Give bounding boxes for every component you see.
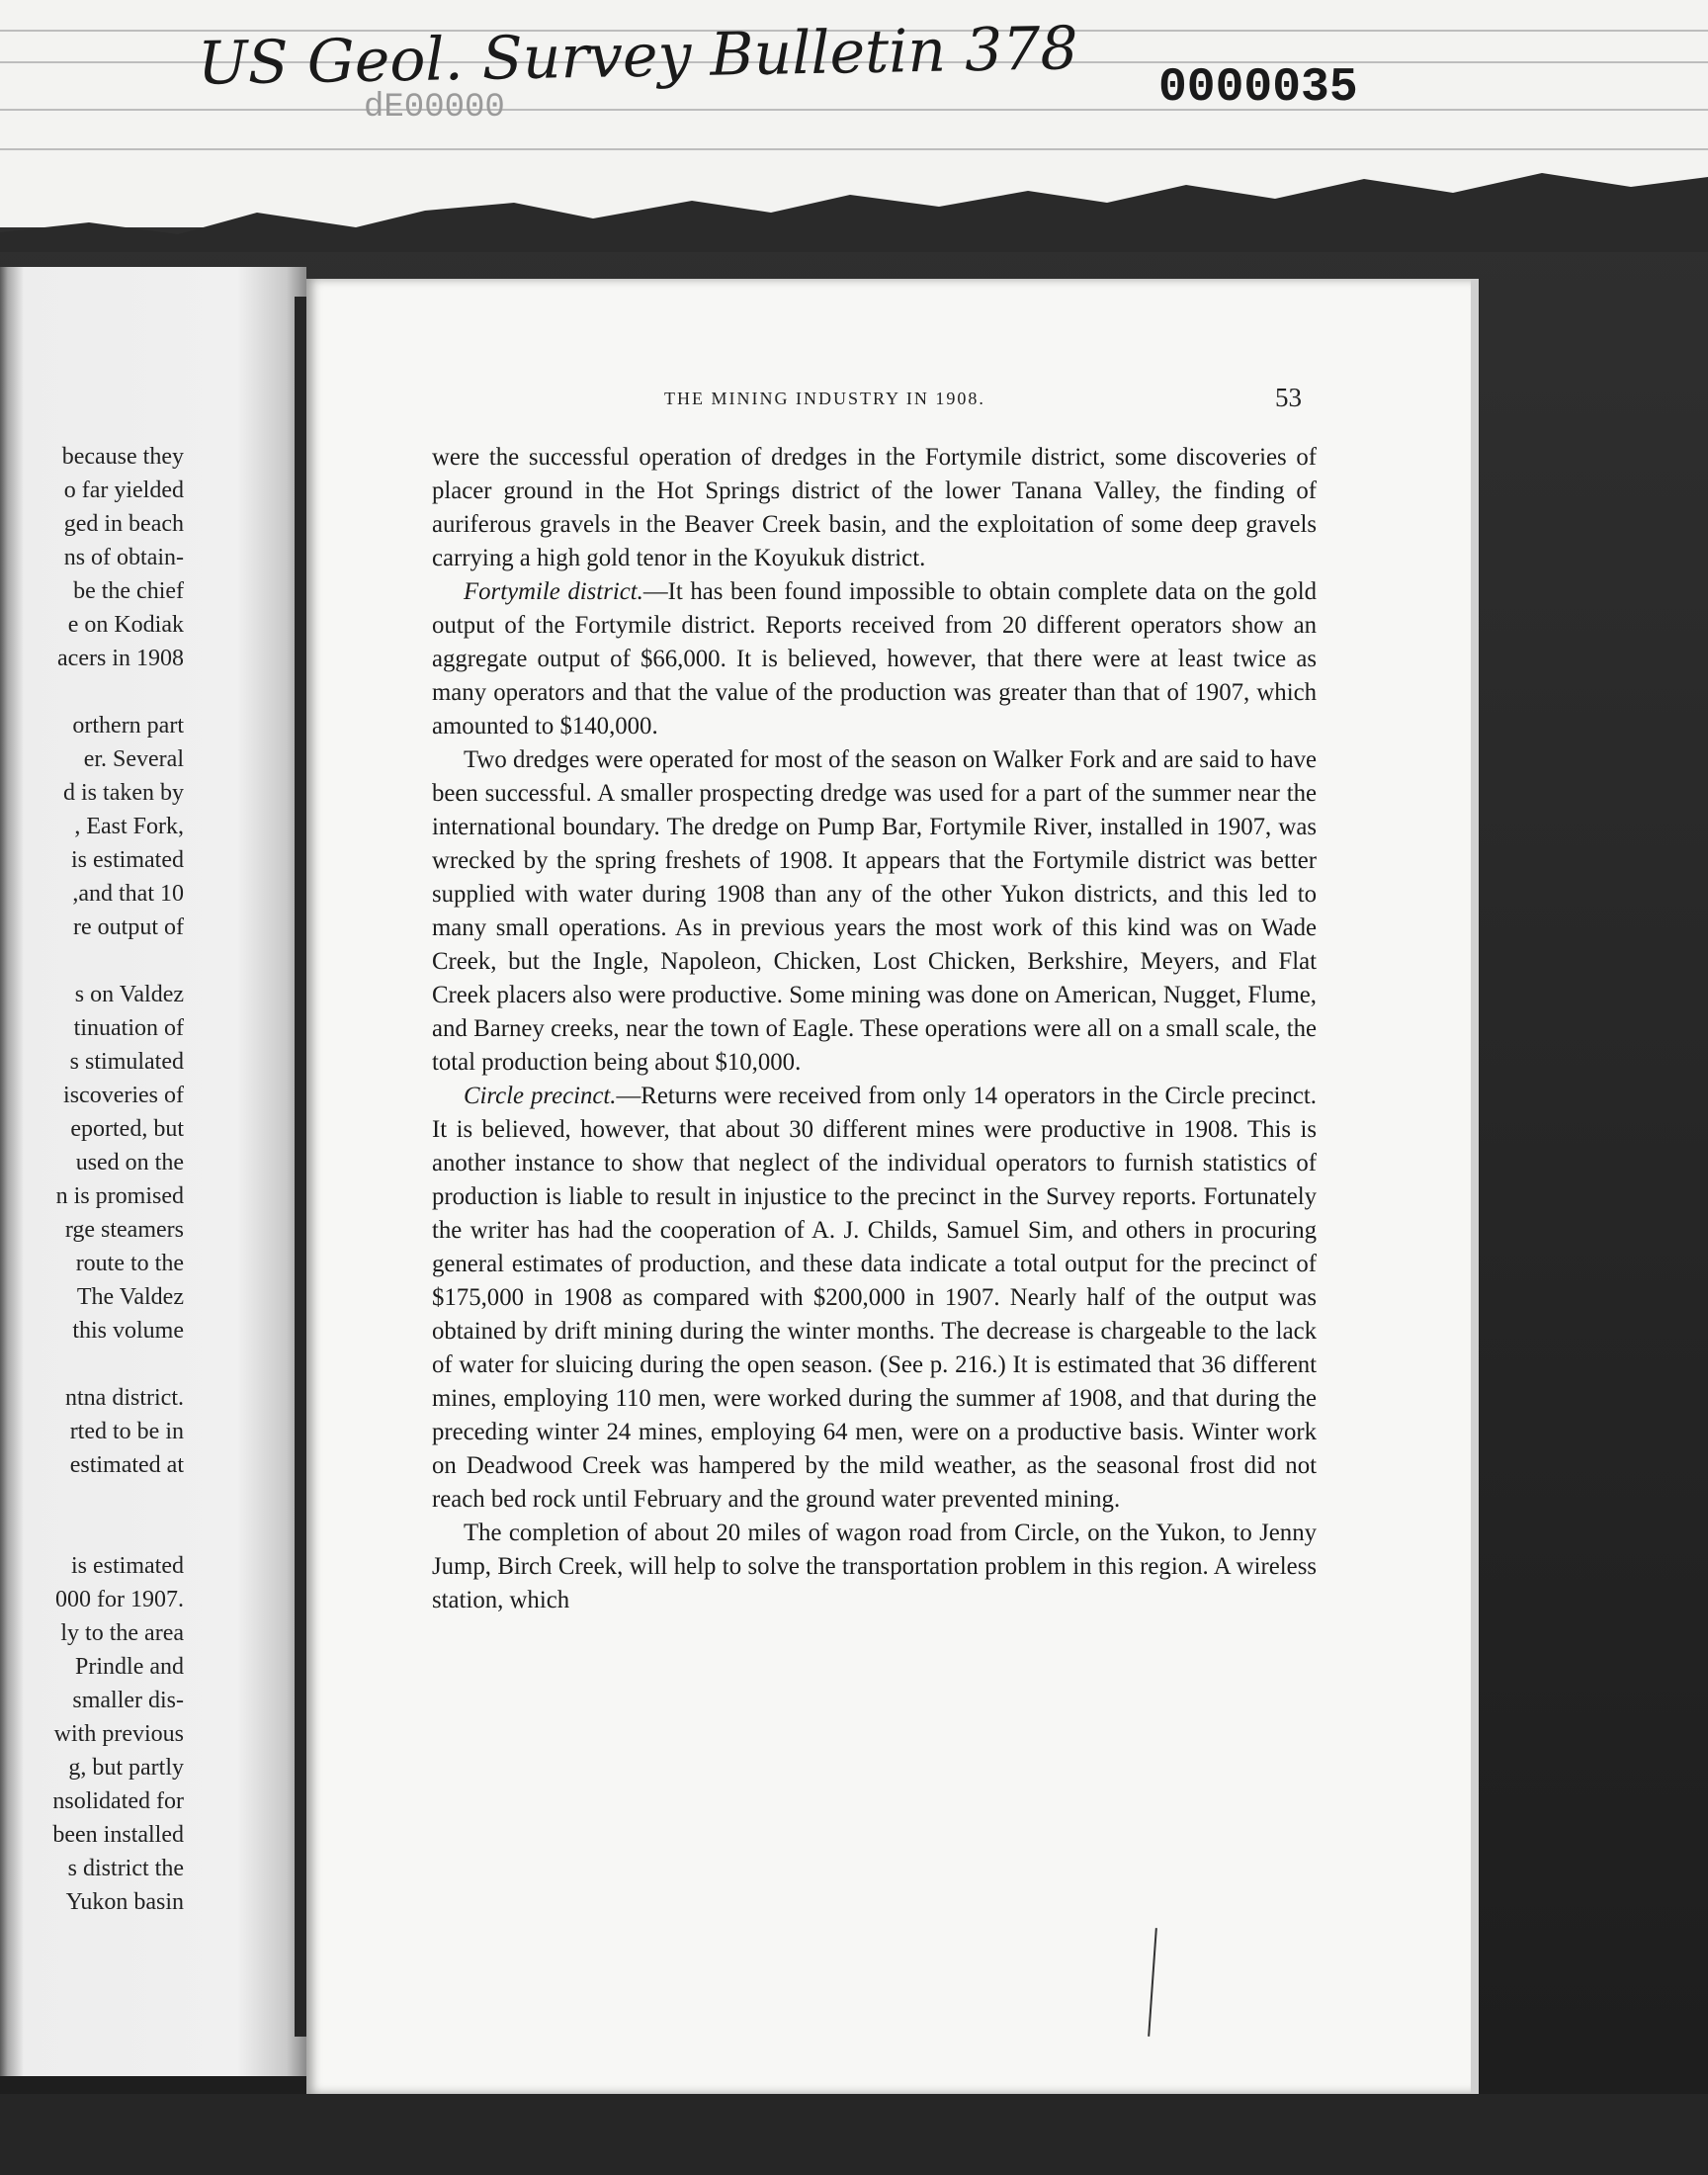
left-line: is estimated [71,847,184,873]
left-line: s stimulated [69,1049,184,1075]
ruled-line [0,148,1708,150]
handwritten-label: US Geol. Survey Bulletin 378 [197,14,1079,99]
paragraph: The completion of about 20 miles of wagon road from Circle, on the Yukon, to Jenny Jump, Birch Creek, will help to solve the transportation problem in this region. A wireless station, which [432,1520,1317,1613]
left-line: rted to be in [69,1419,184,1444]
left-line: o far yielded [63,478,184,503]
left-line: rge steamers [64,1217,184,1243]
left-line: Yukon basin [65,1889,184,1915]
left-line: The Valdez [76,1284,184,1310]
left-line [6,1348,184,1381]
left-line: tinuation of [73,1015,184,1041]
scan-bottom-band [0,2094,1708,2175]
ruled-line [0,109,1708,111]
left-line [6,1482,184,1516]
body-text [432,441,1317,1617]
left-line: because they [61,444,184,470]
paragraph: were the successful operation of dredges in the Fortymile district, some discoveries of placer ground in the Hot Springs district of the lower Tanana Valley, the finding of auriferous gravels in the Beaver Creek basin, and the exploitation of some deep gravels carrying a high gold tenor in the Koyukuk district. [432,444,1317,571]
left-line: with previous [53,1721,184,1747]
paragraph [432,1080,1317,1517]
page-edge [1471,279,1479,2094]
left-line: been installed [52,1822,184,1848]
left-line: iscoveries of [63,1083,184,1108]
left-line: nsolidated for [52,1788,184,1814]
section-heading: Fortymile district. [464,578,643,605]
left-line: used on the [75,1150,184,1175]
page-number: 53 [1275,383,1302,412]
stamp-faint: dE00000 [364,89,505,127]
left-line [6,675,184,709]
left-line: estimated at [69,1452,184,1478]
left-line: eported, but [70,1116,184,1142]
left-line: this volume [72,1318,184,1344]
stamp-number: 0000035 [1158,61,1358,115]
left-line: be the chief [73,578,184,604]
left-line: d is taken by [63,780,184,806]
paragraph: Two dredges were operated for most of the season on Walker Fork and are said to have been successful. A smaller prospecting dredge was used for a part of the summer near the international boundary. The dredge on Pump Bar, Fortymile River, installed in 1907, was wrecked by the spring freshets of 1908. It appears that the Fortymile district was better supplied with water during 1908 than any of the other Yukon districts, and this led to many small operations. As in previous years the most work of this kind was on Wade Creek, but the Ingle, Napoleon, Chicken, Lost Chicken, Berkshire, Meyers, and Flat Creek placers also were productive. Some mining was done on American, Nugget, Flume, and Barney creeks, near the town of Eagle. These operations were all on a small scale, the total production being about $10,000. [432,746,1317,1076]
torn-paper-edge [0,173,1708,252]
left-line: is estimated [71,1553,184,1579]
left-line: n is promised [55,1183,184,1209]
left-line: 000 for 1907. [55,1587,184,1612]
left-line: ntna district. [65,1385,184,1411]
left-line: ns of obtain- [63,545,184,570]
left-line [6,944,184,978]
left-line: orthern part [72,713,184,739]
left-line [6,1516,184,1549]
left-line: er. Several [83,746,184,772]
left-line: e on Kodiak [67,612,184,638]
left-line: re output of [73,914,184,940]
left-line: acers in 1908 [57,646,184,671]
left-page-column [6,440,184,1919]
left-line: smaller dis- [72,1688,184,1713]
paragraph-body: —Returns were received from only 14 operators in the Circle precinct. It is believed, however, that about 30 different mines were productive in 1908. This is another instance to show that neglect of the individual operators to furnish statistics of production is liable to result in injustice to the precinct in the Survey reports. Fortunately the writer has had the cooperation of A. J. Childs, Samuel Sim, and others in procuring general estimates of production, and these data indicate a total output for the precinct of $175,000 in 1908 as compared with $200,000 in 1907. Nearly half of the output was obtained by drift mining during the winter months. The decrease is chargeable to the lack of water for sluicing during the open season. (See p. 216.) It is estimated that 36 different mines, employing 110 men, were worked during the summer af 1908, and that during the preceding winter 24 mines, employing 64 men, were on a productive basis. Winter work on Deadwood Creek was hampered by the mild weather, as the seasonal frost did not reach bed rock until February and the ground water prevented mining. [432,1083,1317,1513]
left-line: ly to the area [60,1620,184,1646]
left-line: g, but partly [68,1755,184,1781]
left-line: ,and that 10 [72,881,184,907]
section-heading: Circle precinct. [464,1083,617,1109]
left-line: s district the [67,1856,184,1881]
left-line: , East Fork, [74,814,184,839]
left-line: s on Valdez [74,982,184,1007]
left-line: Prindle and [75,1654,184,1680]
left-line: ged in beach [63,511,184,537]
running-head: THE MINING INDUSTRY IN 1908. [664,389,985,408]
paragraph-body: —It has been found impossible to obtain complete data on the gold output of the Fortymile district. Reports received from 20 different operators show an aggregate output of $66,000. It is believed, however, that there were at least twice as many operators and that the value of the production was greater than that of 1907, which amounted to $140,000. [432,578,1317,740]
left-line: route to the [75,1251,184,1276]
paragraph [432,575,1317,743]
